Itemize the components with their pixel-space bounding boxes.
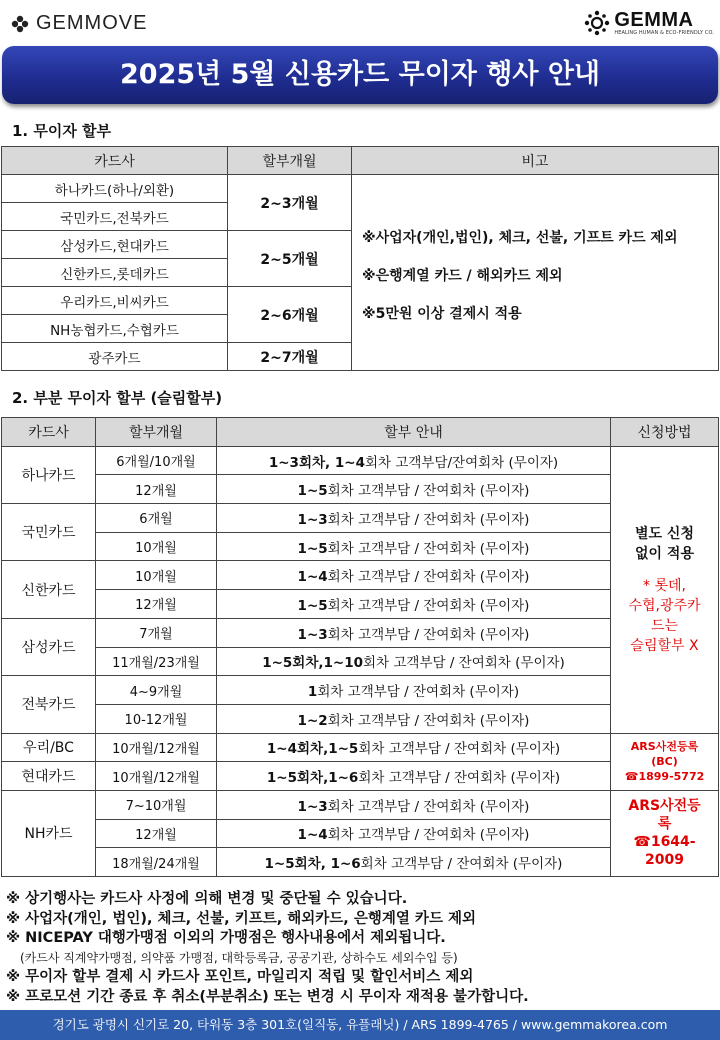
guide-bold: 1~10 xyxy=(323,655,364,672)
notice-item: ※ 무이자 할부 결제 시 카드사 포인트, 마일리지 적립 및 할인서비스 제외 xyxy=(6,969,474,985)
header-card: 카드사 xyxy=(2,147,228,175)
months-cell: 18개월/24개월 xyxy=(96,848,217,877)
guide-bold: 1~3 xyxy=(297,626,328,643)
section2-title: 2. 부분 무이자 할부 (슬림할부) xyxy=(12,389,223,407)
months-cell: 12개월 xyxy=(96,819,217,848)
guide-text: 회차, xyxy=(294,856,331,873)
notice-item: ※ 프로모션 기간 종료 후 취소(부분취소) 또는 변경 시 무이자 재적용 불가합니다. xyxy=(6,988,529,1005)
apply-red-line: 드는 xyxy=(650,617,679,634)
months-cell: 2~5개월 xyxy=(228,231,352,287)
gemmove-logo xyxy=(10,12,147,35)
months-cell: 6개월/10개월 xyxy=(96,446,217,475)
guide-text: 회차 고객부담 / 잔여회차 (무이자) xyxy=(327,712,530,729)
apply-line: ARS사전등록 xyxy=(630,740,699,754)
guide-text: 회차 고객부담 / 잔여회차 (무이자) xyxy=(363,655,565,672)
header-months: 할부개월 xyxy=(96,418,217,447)
months-cell: 11개월/23개월 xyxy=(96,647,217,676)
remark-note: ※은행계열 카드 / 해외카드 제외 xyxy=(362,267,563,284)
apply-line: 없이 적용 xyxy=(635,545,694,562)
guide-cell xyxy=(217,676,611,705)
header-apply: 신청방법 xyxy=(611,418,719,447)
guide-bold: 1~5 xyxy=(297,540,328,557)
table-header-row xyxy=(2,418,719,447)
apply-method-cell xyxy=(611,733,719,790)
guide-cell xyxy=(217,647,611,676)
card-name: 우리카드,비씨카드 xyxy=(2,287,228,315)
guide-cell xyxy=(217,762,611,791)
card-name: 우리/BC xyxy=(2,733,96,762)
months-cell: 7~10개월 xyxy=(96,790,217,819)
guide-cell xyxy=(217,446,611,475)
guide-cell xyxy=(217,819,611,848)
card-name: 현대카드 xyxy=(2,762,96,791)
guide-cell xyxy=(217,733,611,762)
months-cell: 12개월 xyxy=(96,475,217,504)
guide-text: 회차, xyxy=(292,655,324,672)
guide-bold: 1~3 xyxy=(297,798,328,815)
notice-list xyxy=(6,890,529,1007)
guide-text: 회차 고객부담 / 잔여회차 (무이자) xyxy=(360,856,563,873)
apply-line: 록 xyxy=(657,816,672,833)
table-row xyxy=(2,446,719,475)
card-name: NH농협카드,수협카드 xyxy=(2,315,228,343)
table-header-row xyxy=(2,147,719,175)
guide-bold: 1~4 xyxy=(297,569,328,586)
notice-item: ※ 사업자(개인, 법인), 체크, 선불, 키프트, 해외카드, 은행계열 카드 제외 xyxy=(6,910,477,927)
guide-bold: 1~5 xyxy=(297,597,328,614)
gemmove-logo-text: GEMMOVE xyxy=(36,12,148,34)
apply-phone: ☎1644- xyxy=(633,834,696,851)
footer-contact: 경기도 광명시 신기로 20, 타워동 3층 301호(일직동, 유플래닛) / ARS 1899-4765 / www.gemmakorea.com xyxy=(0,1010,720,1040)
guide-text: 회차 고객부담 / 잔여회차 (무이자) xyxy=(327,569,530,586)
gemma-logo xyxy=(584,10,714,36)
guide-cell xyxy=(217,790,611,819)
gemma-logo-text: GEMMA xyxy=(614,9,694,31)
card-name: 국민카드,전북카드 xyxy=(2,203,228,231)
table-row xyxy=(2,175,719,203)
months-cell: 10-12개월 xyxy=(96,704,217,733)
guide-text: 회차 고객부담 / 잔여회차 (무이자) xyxy=(327,798,530,815)
months-cell: 10개월/12개월 xyxy=(96,733,217,762)
guide-bold: 1~4 xyxy=(266,741,297,758)
header-card: 카드사 xyxy=(2,418,96,447)
guide-text: 회차 고객부담 / 잔여회차 (무이자) xyxy=(327,827,530,844)
guide-cell xyxy=(217,504,611,533)
months-cell: 2~6개월 xyxy=(228,287,352,343)
apply-phone: 2009 xyxy=(645,852,684,869)
slim-installment-table xyxy=(1,417,719,877)
guide-cell xyxy=(217,704,611,733)
header-guide: 할부 안내 xyxy=(217,418,611,447)
guide-text: 회차 고객부담 / 잔여회차 (무이자) xyxy=(317,684,520,701)
card-name: 신한카드 xyxy=(2,561,96,618)
header-remarks: 비고 xyxy=(352,147,719,175)
months-cell: 12개월 xyxy=(96,590,217,619)
notice-item: ※ 상기행사는 카드사 사정에 의해 변경 및 중단될 수 있습니다. xyxy=(6,891,408,907)
card-name: 하나카드(하나/외환) xyxy=(2,175,228,203)
guide-cell xyxy=(217,561,611,590)
notice-item: ※ NICEPAY 대행가맹점 이외의 가맹점은 행사내용에서 제외됩니다. xyxy=(6,930,446,946)
apply-line: 별도 신청 xyxy=(635,525,694,542)
months-cell: 10개월 xyxy=(96,561,217,590)
guide-bold: 1~5 xyxy=(266,770,297,787)
apply-method-cell xyxy=(611,790,719,876)
remark-note: ※5만원 이상 결제시 적용 xyxy=(362,305,522,322)
card-name: 국민카드 xyxy=(2,504,96,561)
guide-cell xyxy=(217,532,611,561)
remarks-cell xyxy=(352,175,719,371)
card-name: 삼성카드,현대카드 xyxy=(2,231,228,259)
remark-note: ※사업자(개인,법인), 체크, 선불, 기프트 카드 제외 xyxy=(362,229,678,246)
guide-bold: 1 xyxy=(307,684,318,701)
gemma-logo-tagline: HEALING HUMAN & ECO-FRIENDLY CO. xyxy=(614,30,714,36)
guide-text: 회차 고객부담 / 잔여회차 (무이자) xyxy=(327,540,530,557)
card-name: 신한카드,롯데카드 xyxy=(2,259,228,287)
guide-bold: 1~5 xyxy=(328,741,359,758)
guide-cell xyxy=(217,848,611,877)
months-cell: 7개월 xyxy=(96,618,217,647)
guide-cell xyxy=(217,475,611,504)
apply-line: (BC) xyxy=(651,755,678,769)
card-name: 하나카드 xyxy=(2,446,96,503)
guide-text: 회차, xyxy=(297,741,329,758)
gemma-logo-icon xyxy=(584,10,610,36)
guide-text: 회차 고객부담 / 잔여회차 (무이자) xyxy=(327,626,530,643)
notice-sub-item: (카드사 직계약가맹점, 의약품 가맹점, 대학등록금, 공공기관, 상하수도 세외수입 등) xyxy=(20,950,458,965)
gemmove-logo-icon xyxy=(10,14,30,34)
page-title: 2025년 5월 신용카드 무이자 행사 안내 xyxy=(2,46,718,104)
months-cell: 10개월 xyxy=(96,532,217,561)
months-cell: 2~3개월 xyxy=(228,175,352,231)
guide-cell xyxy=(217,618,611,647)
months-cell: 10개월/12개월 xyxy=(96,762,217,791)
guide-bold: 1~6 xyxy=(330,856,361,873)
table-row xyxy=(2,733,719,762)
guide-text: 회차 고객부담 / 잔여회차 (무이자) xyxy=(327,483,530,500)
guide-bold: 1~6 xyxy=(328,770,359,787)
table-row xyxy=(2,790,719,819)
guide-bold: 1~5 xyxy=(262,655,293,672)
guide-bold: 1~3 xyxy=(297,511,328,528)
apply-method-cell xyxy=(611,446,719,733)
apply-red-line: 슬림할부 X xyxy=(630,637,699,654)
guide-bold: 1~5 xyxy=(264,856,295,873)
guide-text: 회차 고객부담 / 잔여회차 (무이자) xyxy=(358,741,561,758)
guide-text: 회차 고객부담/잔여회차 (무이자) xyxy=(364,454,559,471)
section1-title: 1. 무이자 할부 xyxy=(12,122,112,140)
card-name: NH카드 xyxy=(2,790,96,876)
guide-text: 회차 고객부담 / 잔여회차 (무이자) xyxy=(327,511,530,528)
card-name: 전북카드 xyxy=(2,676,96,733)
guide-text: 회차 고객부담 / 잔여회차 (무이자) xyxy=(358,770,561,787)
guide-bold: 1~2 xyxy=(297,712,328,729)
guide-cell xyxy=(217,590,611,619)
guide-text: 회차, xyxy=(298,454,335,471)
guide-bold: 1~5 xyxy=(297,483,328,500)
guide-text: 회차, xyxy=(297,770,329,787)
guide-bold: 1~4 xyxy=(334,454,365,471)
guide-bold: 1~3 xyxy=(268,454,299,471)
apply-red-line: * 롯데, xyxy=(643,577,686,594)
months-cell: 4~9개월 xyxy=(96,676,217,705)
months-cell: 2~7개월 xyxy=(228,343,352,371)
card-name: 광주카드 xyxy=(2,343,228,371)
apply-red-line: 수협,광주카 xyxy=(628,597,701,614)
apply-line: ARS사전등 xyxy=(628,798,701,815)
months-cell: 6개월 xyxy=(96,504,217,533)
card-name: 삼성카드 xyxy=(2,618,96,675)
header-months: 할부개월 xyxy=(228,147,352,175)
guide-bold: 1~4 xyxy=(297,827,328,844)
guide-text: 회차 고객부담 / 잔여회차 (무이자) xyxy=(327,597,530,614)
interest-free-table xyxy=(1,146,719,371)
apply-phone: ☎1899-5772 xyxy=(624,770,705,784)
